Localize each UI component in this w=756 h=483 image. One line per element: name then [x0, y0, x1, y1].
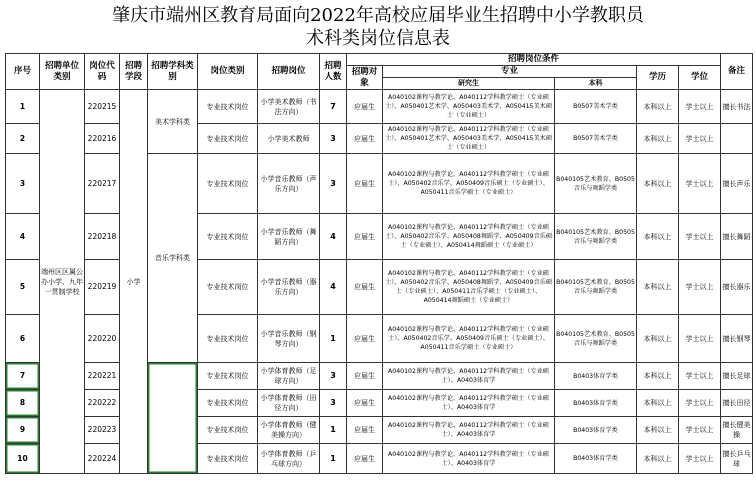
cell-postgrad-major: A040102课程与教学论、A040112学科教学硕士（专业硕士）、A050402音乐学、A050409音乐硕士（专业硕士）、A050411音乐学硕士（专业硕士）	[383, 315, 555, 363]
cell-post-name: 小学体育教师（乒乓球方向）	[258, 444, 320, 474]
cell-undergrad-major: B040105艺术教育、B0505音乐与舞蹈学类	[555, 154, 637, 214]
cell-education: 本科以上	[637, 154, 679, 214]
cell-undergrad-major: B0403体育学类	[555, 444, 637, 474]
cell-target: 应届生	[347, 363, 383, 390]
header-seq: 序号	[6, 54, 40, 90]
cell-seq: 8	[6, 390, 40, 417]
table-row	[6, 260, 753, 315]
cell-target: 应届生	[347, 417, 383, 444]
header-major: 专业	[383, 66, 637, 78]
header-remarks: 备注	[721, 54, 753, 90]
cell-count: 3	[320, 154, 347, 214]
table-row	[6, 90, 753, 124]
header-post-code: 岗位代码	[85, 54, 120, 90]
recruitment-table	[5, 53, 753, 474]
header-target: 招聘对象	[347, 66, 383, 90]
cell-education: 本科以上	[637, 124, 679, 154]
table-row	[6, 154, 753, 214]
title-line-1: 肇庆市端州区教育局面向2022年高校应届毕业生招聘中小学教职员	[112, 5, 644, 26]
cell-degree: 学士以上	[679, 315, 721, 363]
cell-post-category: 专业技术岗位	[198, 315, 258, 363]
cell-count: 3	[320, 124, 347, 154]
header-post-category: 岗位类别	[198, 54, 258, 90]
cell-post-code: 220217	[85, 154, 120, 214]
cell-post-category: 专业技术岗位	[198, 363, 258, 390]
cell-postgrad-major: A040102课程与教学论、A040112学科教学硕士（专业硕士）、A0403体育学	[383, 363, 555, 390]
cell-count: 3	[320, 390, 347, 417]
header-postgrad: 研究生	[383, 78, 555, 90]
cell-education: 本科以上	[637, 315, 679, 363]
cell-post-name: 小学美术教师（书法方向）	[258, 90, 320, 124]
cell-count: 1	[320, 444, 347, 474]
cell-postgrad-major: A040102课程与教学论、A040112学科教学硕士（专业硕士）、A050402音乐学、A050408舞蹈学、A050409音乐硕士（专业硕士）、A050414舞蹈硕士（专业硕士）	[383, 214, 555, 260]
cell-seq: 6	[6, 315, 40, 363]
cell-count: 1	[320, 315, 347, 363]
table-row	[6, 417, 753, 444]
cell-post-name: 小学美术教师	[258, 124, 320, 154]
header-count: 招聘人数	[320, 54, 347, 90]
table-row	[6, 214, 753, 260]
cell-post-name: 小学音乐教师（声乐方向）	[258, 154, 320, 214]
table-row	[6, 315, 753, 363]
cell-post-name: 小学音乐教师（器乐方向）	[258, 260, 320, 315]
cell-undergrad-major: B0403体育学类	[555, 363, 637, 390]
cell-target: 应届生	[347, 390, 383, 417]
cell-post-category: 专业技术岗位	[198, 90, 258, 124]
cell-post-category: 专业技术岗位	[198, 260, 258, 315]
cell-count: 4	[320, 214, 347, 260]
cell-seq: 4	[6, 214, 40, 260]
cell-education: 本科以上	[637, 444, 679, 474]
table-row	[6, 390, 753, 417]
header-post-name: 招聘岗位	[258, 54, 320, 90]
header-degree: 学位	[679, 66, 721, 90]
cell-undergrad-major: B040105艺术教育、B0505音乐与舞蹈学类	[555, 214, 637, 260]
cell-post-code: 220223	[85, 417, 120, 444]
cell-education: 本科以上	[637, 214, 679, 260]
cell-seq: 2	[6, 124, 40, 154]
cell-undergrad-major: B0403体育学类	[555, 417, 637, 444]
cell-undergrad-major: B040105艺术教育、B0505音乐与舞蹈学类	[555, 315, 637, 363]
cell-post-code: 220222	[85, 390, 120, 417]
cell-undergrad-major: B040105艺术教育、B0505音乐与舞蹈学类	[555, 260, 637, 315]
cell-school: 小学	[120, 90, 148, 474]
cell-remark: 擅长田径	[721, 390, 753, 417]
cell-degree: 学士以上	[679, 154, 721, 214]
cell-remark: 擅长钢琴	[721, 315, 753, 363]
cell-remark	[721, 124, 753, 154]
cell-seq: 9	[6, 417, 40, 444]
cell-subject-music: 音乐学科类	[148, 154, 198, 363]
cell-degree: 学士以上	[679, 363, 721, 390]
cell-education: 本科以上	[637, 260, 679, 315]
cell-postgrad-major: A040102课程与教学论、A040112学科教学硕士（专业硕士）、A050402音乐学、A050408舞蹈学、A050409音乐硕士（专业硕士）、A050411音乐学硕士（专业硕士）、A050414舞蹈硕士（专业硕士）	[383, 260, 555, 315]
cell-seq: 1	[6, 90, 40, 124]
cell-target: 应届生	[347, 154, 383, 214]
cell-target: 应届生	[347, 444, 383, 474]
header-school: 招聘学段	[120, 54, 148, 90]
cell-seq: 7	[6, 363, 40, 390]
cell-education: 本科以上	[637, 90, 679, 124]
header-unit-type: 招聘单位类别	[40, 54, 85, 90]
cell-post-category: 专业技术岗位	[198, 444, 258, 474]
cell-target: 应届生	[347, 124, 383, 154]
cell-seq: 3	[6, 154, 40, 214]
cell-degree: 学士以上	[679, 390, 721, 417]
cell-remark: 擅长器乐	[721, 260, 753, 315]
cell-remark: 擅长舞蹈	[721, 214, 753, 260]
cell-seq: 10	[6, 444, 40, 474]
document-title	[0, 0, 756, 50]
cell-post-name: 小学体育教师（足球方向）	[258, 363, 320, 390]
cell-undergrad-major: B0507美术学类	[555, 124, 637, 154]
cell-degree: 学士以上	[679, 90, 721, 124]
cell-post-code: 220219	[85, 260, 120, 315]
cell-count: 4	[320, 260, 347, 315]
cell-post-name: 小学体育教师（健美操方向）	[258, 417, 320, 444]
cell-post-category: 专业技术岗位	[198, 124, 258, 154]
cell-post-code: 220215	[85, 90, 120, 124]
cell-degree: 学士以上	[679, 260, 721, 315]
cell-remark: 擅长健美操	[721, 417, 753, 444]
table-row	[6, 124, 753, 154]
cell-postgrad-major: A040102课程与教学论、A040112学科教学硕士（专业硕士）、A050402音乐学、A050409音乐硕士（专业硕士）、A050411音乐学硕士（专业硕士）	[383, 154, 555, 214]
cell-postgrad-major: A040102课程与教学论、A040112学科教学硕士（专业硕士）、A050401艺术学、A050403美术学、A050415美术硕士（专业硕士）	[383, 124, 555, 154]
cell-subject-art: 美术学科类	[148, 90, 198, 154]
cell-postgrad-major: A040102课程与教学论、A040112学科教学硕士（专业硕士）、A0403体育学	[383, 444, 555, 474]
cell-post-name: 小学体育教师（田径方向）	[258, 390, 320, 417]
cell-degree: 学士以上	[679, 124, 721, 154]
cell-post-category: 专业技术岗位	[198, 214, 258, 260]
cell-seq: 5	[6, 260, 40, 315]
cell-count: 1	[320, 417, 347, 444]
cell-post-category: 专业技术岗位	[198, 390, 258, 417]
cell-postgrad-major: A040102课程与教学论、A040112学科教学硕士（专业硕士）、A050401艺术学、A050403美术学、A050415美术硕士（专业硕士）	[383, 90, 555, 124]
cell-count: 3	[320, 363, 347, 390]
title-line-2: 术科类岗位信息表	[306, 28, 450, 49]
cell-target: 应届生	[347, 260, 383, 315]
cell-postgrad-major: A040102课程与教学论、A040112学科教学硕士（专业硕士）、A0403体育学	[383, 417, 555, 444]
cell-target: 应届生	[347, 214, 383, 260]
cell-target: 应届生	[347, 90, 383, 124]
cell-undergrad-major: B0507美术学类	[555, 90, 637, 124]
cell-post-name: 小学音乐教师（舞蹈方向）	[258, 214, 320, 260]
cell-target: 应届生	[347, 315, 383, 363]
cell-post-category: 专业技术岗位	[198, 154, 258, 214]
cell-remark: 擅长乒乓球	[721, 444, 753, 474]
header-conditions: 招聘岗位条件	[347, 54, 721, 66]
cell-post-name: 小学音乐教师（钢琴方向）	[258, 315, 320, 363]
cell-remark: 擅长声乐	[721, 154, 753, 214]
cell-count: 7	[320, 90, 347, 124]
cell-education: 本科以上	[637, 390, 679, 417]
table-row	[6, 363, 753, 390]
cell-subject-pe[interactable]	[148, 363, 198, 474]
header-education: 学历	[637, 66, 679, 90]
cell-remark: 擅长书法	[721, 90, 753, 124]
table-row	[6, 444, 753, 474]
header-undergrad: 本科	[555, 78, 637, 90]
cell-post-code: 220220	[85, 315, 120, 363]
cell-degree: 学士以上	[679, 444, 721, 474]
cell-postgrad-major: A040102课程与教学论、A040112学科教学硕士（专业硕士）、A0403体育学	[383, 390, 555, 417]
cell-degree: 学士以上	[679, 214, 721, 260]
cell-undergrad-major: B0403体育学类	[555, 390, 637, 417]
cell-post-code: 220218	[85, 214, 120, 260]
cell-remark: 擅长足球	[721, 363, 753, 390]
cell-post-category: 专业技术岗位	[198, 417, 258, 444]
header-subject: 招聘学科类别	[148, 54, 198, 90]
cell-unit-type: 端州区区属公办小学、九年一贯制学校	[40, 90, 85, 474]
cell-education: 本科以上	[637, 417, 679, 444]
cell-post-code: 220221	[85, 363, 120, 390]
cell-degree: 学士以上	[679, 417, 721, 444]
cell-post-code: 220224	[85, 444, 120, 474]
cell-education: 本科以上	[637, 363, 679, 390]
cell-post-code: 220216	[85, 124, 120, 154]
